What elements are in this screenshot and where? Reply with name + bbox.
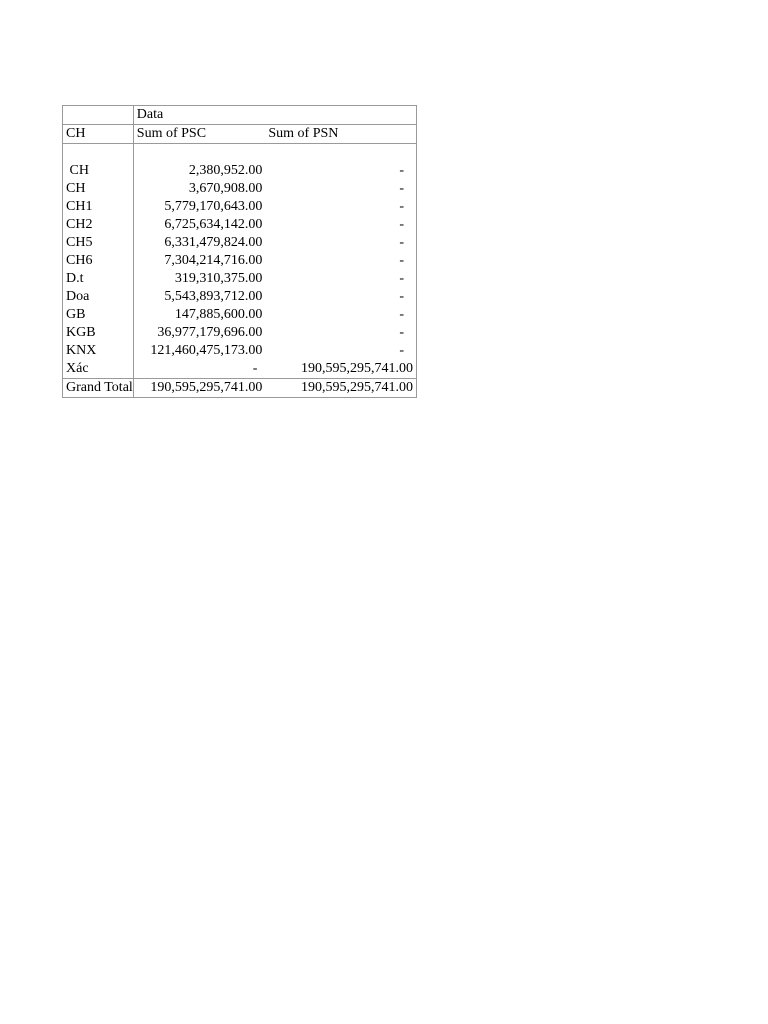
table-row [63, 288, 417, 306]
table-row [63, 234, 417, 252]
table-row [63, 252, 417, 270]
row-psn[interactable]: - [265, 288, 416, 306]
table-row [63, 324, 417, 342]
pivot-row-field-label[interactable]: CH [63, 125, 134, 144]
pivot-blank-psc[interactable] [133, 144, 265, 163]
table-row [63, 360, 417, 379]
pivot-data-caption[interactable]: Data [133, 106, 265, 125]
pivot-corner-cell[interactable] [63, 106, 134, 125]
row-psn[interactable]: - [265, 234, 416, 252]
row-label[interactable]: CH [63, 162, 134, 180]
row-label[interactable]: D.t [63, 270, 134, 288]
table-row [63, 180, 417, 198]
row-psc[interactable]: 5,543,893,712.00 [133, 288, 265, 306]
row-label[interactable]: CH5 [63, 234, 134, 252]
row-psn[interactable]: - [265, 252, 416, 270]
table-row [63, 198, 417, 216]
row-psc[interactable]: 319,310,375.00 [133, 270, 265, 288]
row-psn[interactable]: - [265, 216, 416, 234]
row-label[interactable]: CH6 [63, 252, 134, 270]
row-psn[interactable]: - [265, 198, 416, 216]
pivot-header-data-row [63, 106, 417, 125]
row-psn[interactable]: - [265, 180, 416, 198]
row-psc[interactable]: 6,725,634,142.00 [133, 216, 265, 234]
grand-total-psn[interactable]: 190,595,295,741.00 [265, 379, 416, 398]
row-label[interactable]: CH [63, 180, 134, 198]
table-row [63, 162, 417, 180]
row-psn[interactable]: - [265, 162, 416, 180]
pivot-blank-row [63, 144, 417, 163]
table-row [63, 306, 417, 324]
pivot-blank-label[interactable] [63, 144, 134, 163]
row-label[interactable]: KNX [63, 342, 134, 360]
pivot-header-fields-row [63, 125, 417, 144]
row-psn[interactable]: - [265, 324, 416, 342]
pivot-table [62, 105, 417, 398]
grand-total-psc[interactable]: 190,595,295,741.00 [133, 379, 265, 398]
table-row [63, 270, 417, 288]
table-row [63, 216, 417, 234]
grand-total-label[interactable]: Grand Total [63, 379, 134, 398]
row-label[interactable]: GB [63, 306, 134, 324]
row-label[interactable]: KGB [63, 324, 134, 342]
row-psc[interactable]: 5,779,170,643.00 [133, 198, 265, 216]
grand-total-row [63, 379, 417, 398]
table-row [63, 342, 417, 360]
row-psc[interactable]: 121,460,475,173.00 [133, 342, 265, 360]
row-label[interactable]: Xác [63, 360, 134, 379]
pivot-col-psn-header[interactable]: Sum of PSN [265, 125, 416, 144]
row-psn[interactable]: - [265, 342, 416, 360]
row-psn[interactable]: 190,595,295,741.00 [265, 360, 416, 379]
row-psn[interactable]: - [265, 306, 416, 324]
pivot-col-psc-header[interactable]: Sum of PSC [133, 125, 265, 144]
row-psn[interactable]: - [265, 270, 416, 288]
row-psc[interactable]: 7,304,214,716.00 [133, 252, 265, 270]
pivot-data-caption-filler[interactable] [265, 106, 416, 125]
row-label[interactable]: CH1 [63, 198, 134, 216]
row-psc[interactable]: - [133, 360, 265, 379]
row-psc[interactable]: 6,331,479,824.00 [133, 234, 265, 252]
row-psc[interactable]: 36,977,179,696.00 [133, 324, 265, 342]
row-psc[interactable]: 147,885,600.00 [133, 306, 265, 324]
row-psc[interactable]: 3,670,908.00 [133, 180, 265, 198]
row-psc[interactable]: 2,380,952.00 [133, 162, 265, 180]
row-label[interactable]: CH2 [63, 216, 134, 234]
row-label[interactable]: Doa [63, 288, 134, 306]
pivot-blank-psn[interactable] [265, 144, 416, 163]
